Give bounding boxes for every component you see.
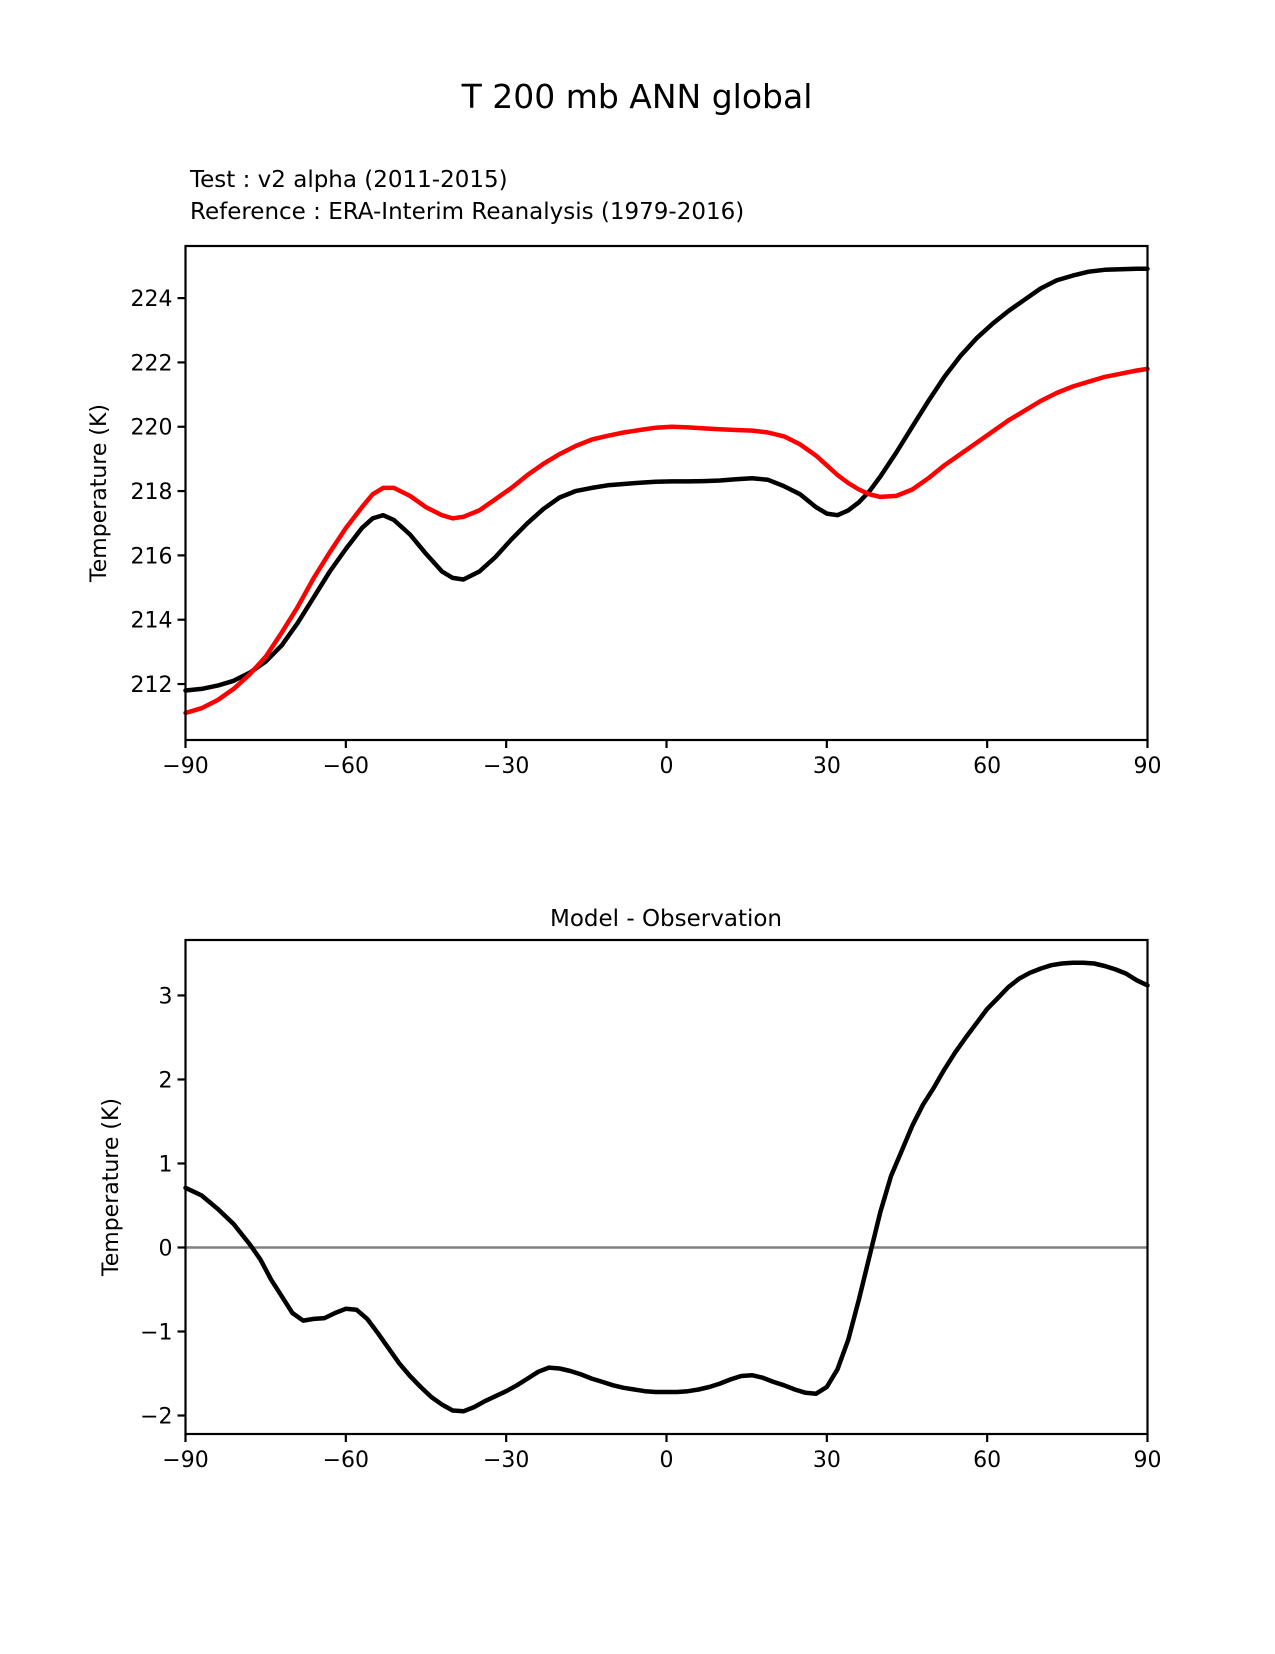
test-curve <box>186 269 1148 691</box>
top-chart-ylabel: Temperature (K) <box>87 404 112 582</box>
axes-spines <box>186 940 1148 1434</box>
figure-suptitle: T 200 mb ANN global <box>461 77 813 116</box>
x-tick-label: −30 <box>482 1448 530 1473</box>
x-tick-label: 90 <box>1133 754 1162 779</box>
x-tick-label: 0 <box>659 754 674 779</box>
y-tick-label: 2 <box>158 1068 173 1094</box>
y-tick-label: 212 <box>130 673 173 699</box>
x-tick-label: −60 <box>322 1448 370 1473</box>
axes-spines <box>186 246 1148 740</box>
y-tick-label: 220 <box>130 415 173 441</box>
x-tick-label: −90 <box>162 754 209 779</box>
x-tick-label: −60 <box>322 754 370 779</box>
y-tick-label: 214 <box>130 608 173 634</box>
reference-curve <box>186 369 1148 713</box>
y-tick-label: 0 <box>158 1236 173 1262</box>
x-tick-label: 90 <box>1133 1448 1162 1473</box>
x-tick-label: −30 <box>482 754 530 779</box>
y-tick-label: 224 <box>130 287 173 313</box>
bottom-chart-title: Model - Observation <box>549 906 783 932</box>
diff-curve <box>186 963 1148 1412</box>
x-tick-label: −90 <box>162 1448 209 1473</box>
axes-layer <box>131 246 1162 1473</box>
y-tick-label: 1 <box>158 1152 173 1178</box>
y-tick-label: 216 <box>130 544 173 570</box>
y-tick-label: 218 <box>130 480 173 506</box>
legend-reference-label: Reference : ERA-Interim Reanalysis (1979-2016) <box>190 199 745 225</box>
bottom-chart <box>140 940 1161 1473</box>
y-tick-label: 222 <box>130 351 173 377</box>
x-tick-label: 30 <box>812 1448 841 1473</box>
x-tick-label: 0 <box>659 1448 674 1473</box>
y-tick-label: −2 <box>140 1404 173 1430</box>
legend-test-label: Test : v2 alpha (2011-2015) <box>190 167 508 193</box>
x-tick-label: 60 <box>973 754 1002 779</box>
x-tick-label: 60 <box>973 1448 1002 1473</box>
bottom-chart-ylabel: Temperature (K) <box>99 1098 124 1276</box>
y-tick-label: 3 <box>158 984 173 1010</box>
y-tick-label: −1 <box>140 1320 173 1346</box>
top-chart <box>131 246 1162 779</box>
x-tick-label: 30 <box>812 754 841 779</box>
